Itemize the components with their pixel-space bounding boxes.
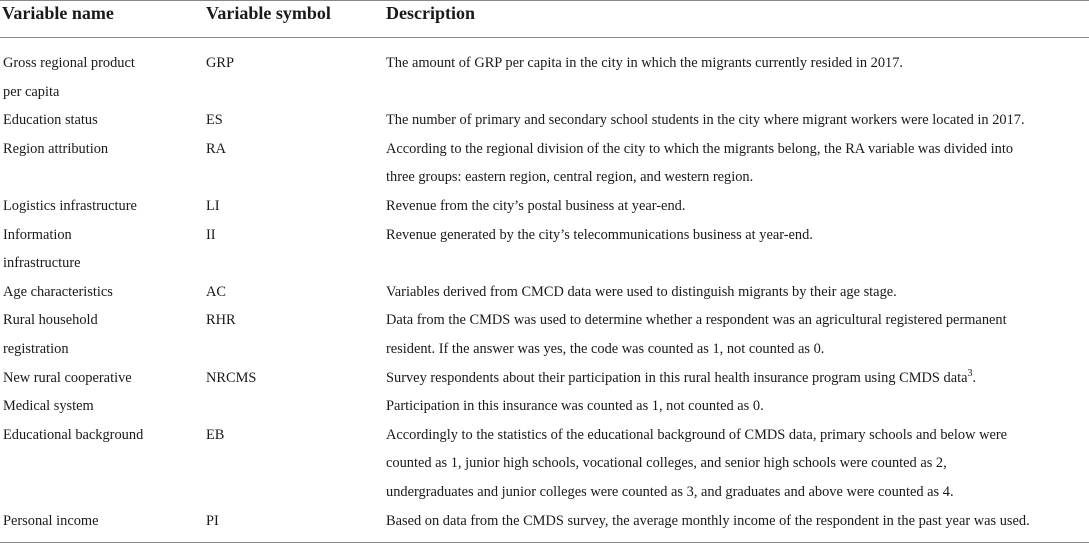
table-header: [0, 0, 1089, 37]
description-line: [386, 478, 1089, 507]
variable-name-line: Information: [3, 226, 72, 243]
cell-description: [384, 192, 1089, 221]
header-rule: [0, 37, 1089, 38]
footnote-marker: 3: [967, 367, 973, 379]
description-line: [386, 278, 1089, 307]
description-line: [386, 306, 1089, 335]
description-line: [386, 392, 1089, 421]
variable-name-line: Rural household: [3, 312, 98, 329]
variable-name-line: Logistics infrastructure: [3, 197, 137, 214]
cell-variable-name: [0, 49, 204, 106]
cell-variable-symbol: ES: [206, 112, 223, 129]
cell-variable-name: [0, 278, 204, 307]
variable-name-line: Region attribution: [3, 140, 109, 157]
description-text: The number of primary and secondary school students in the city where migrant workers were located in 2017.: [386, 112, 1025, 129]
description-text: undergraduates and junior colleges were counted as 3, and graduates and above were counted as 4.: [386, 483, 954, 500]
description-text: Revenue from the city’s postal business at year-end.: [386, 197, 686, 214]
variable-name-line: per capita: [3, 83, 60, 100]
table-row: [0, 507, 1089, 536]
cell-variable-symbol: PI: [206, 512, 219, 529]
description-text: The amount of GRP per capita in the city in which the migrants currently resided in 2017.: [386, 55, 904, 71]
footnote-punctuation: .: [972, 369, 977, 386]
cell-variable-symbol: II: [206, 226, 216, 243]
description-line: [386, 221, 1089, 250]
cell-variable-name: [0, 507, 204, 536]
description-line: [386, 135, 1089, 164]
cell-variable-name: [0, 192, 204, 221]
header-variable-name: Variable name: [2, 3, 114, 23]
variable-name-line: Education status: [3, 112, 98, 129]
description-text: resident. If the answer was yes, the code was counted as 1, not counted as 0.: [386, 340, 825, 357]
description-text: According to the regional division of the city to which the migrants belong, the RA variable was divided into: [386, 140, 1014, 157]
header-description: Description: [386, 3, 475, 23]
description-text: Data from the CMDS was used to determine whether a respondent was an agricultural registered permanent: [386, 312, 1007, 329]
table-row: [0, 221, 1089, 278]
description-line: [386, 364, 1089, 393]
description-line: [386, 335, 1089, 364]
description-line: [386, 507, 1089, 536]
cell-variable-symbol: EB: [206, 426, 225, 443]
cell-variable-symbol: NRCMS: [206, 369, 257, 386]
variable-name-line: Medical system: [3, 398, 94, 415]
cell-variable-name: [0, 221, 204, 278]
variable-name-line: New rural cooperative: [3, 369, 132, 386]
cell-description: [384, 221, 1089, 278]
cell-variable-name: [0, 106, 204, 135]
description-text: Revenue generated by the city’s telecommunications business at year-end.: [386, 226, 813, 243]
table-row: [0, 49, 1089, 106]
cell-description: [384, 278, 1089, 307]
cell-variable-symbol: LI: [206, 197, 220, 214]
description-line: [386, 49, 1089, 78]
description-line: [386, 163, 1089, 192]
cell-description: [384, 507, 1089, 536]
description-text: Participation in this insurance was counted as 1, not counted as 0.: [386, 398, 764, 415]
table-row: [0, 421, 1089, 507]
cell-variable-symbol: GRP: [206, 55, 234, 71]
cell-variable-name: [0, 421, 204, 507]
variable-name-line: Gross regional product: [3, 55, 135, 71]
table-row: [0, 135, 1089, 192]
description-line: [386, 449, 1089, 478]
variable-name-line: Personal income: [3, 512, 99, 529]
cell-description: [384, 49, 1089, 106]
table-body: [0, 49, 1089, 535]
cell-variable-name: [0, 364, 204, 421]
description-line: [386, 106, 1089, 135]
cell-variable-symbol: RHR: [206, 312, 236, 329]
cell-variable-symbol: RA: [206, 140, 226, 157]
table-row: [0, 364, 1089, 421]
variable-name-line: registration: [3, 340, 69, 357]
table-row: [0, 192, 1089, 221]
cell-variable-name: [0, 306, 204, 363]
cell-variable-symbol: AC: [206, 283, 226, 300]
variable-name-line: Educational background: [3, 426, 144, 443]
description-text: counted as 1, junior high schools, vocational colleges, and senior high schools were counted as 2,: [386, 455, 947, 472]
description-line: [386, 421, 1089, 450]
description-text: Variables derived from CMCD data were used to distinguish migrants by their age stage.: [386, 283, 897, 300]
table-row: [0, 278, 1089, 307]
description-text: Based on data from the CMDS survey, the average monthly income of the respondent in the past year was used.: [386, 512, 1030, 529]
description-text: three groups: eastern region, central region, and western region.: [386, 169, 754, 186]
cell-description: [384, 364, 1089, 421]
cell-description: [384, 306, 1089, 363]
cell-description: [384, 135, 1089, 192]
description-text: Accordingly to the statistics of the educational background of CMDS data, primary schools and below were: [386, 426, 1008, 443]
variable-name-line: infrastructure: [3, 255, 81, 272]
header-variable-symbol: Variable symbol: [206, 3, 331, 23]
cell-description: [384, 106, 1089, 135]
cell-description: [384, 421, 1089, 507]
table-row: [0, 106, 1089, 135]
cell-variable-name: [0, 135, 204, 192]
variable-name-line: Age characteristics: [3, 283, 113, 300]
description-text: Survey respondents about their participation in this rural health insurance program using CMDS data: [386, 369, 968, 386]
bottom-rule: [0, 542, 1089, 543]
table-row: [0, 306, 1089, 363]
description-line: [386, 192, 1089, 221]
